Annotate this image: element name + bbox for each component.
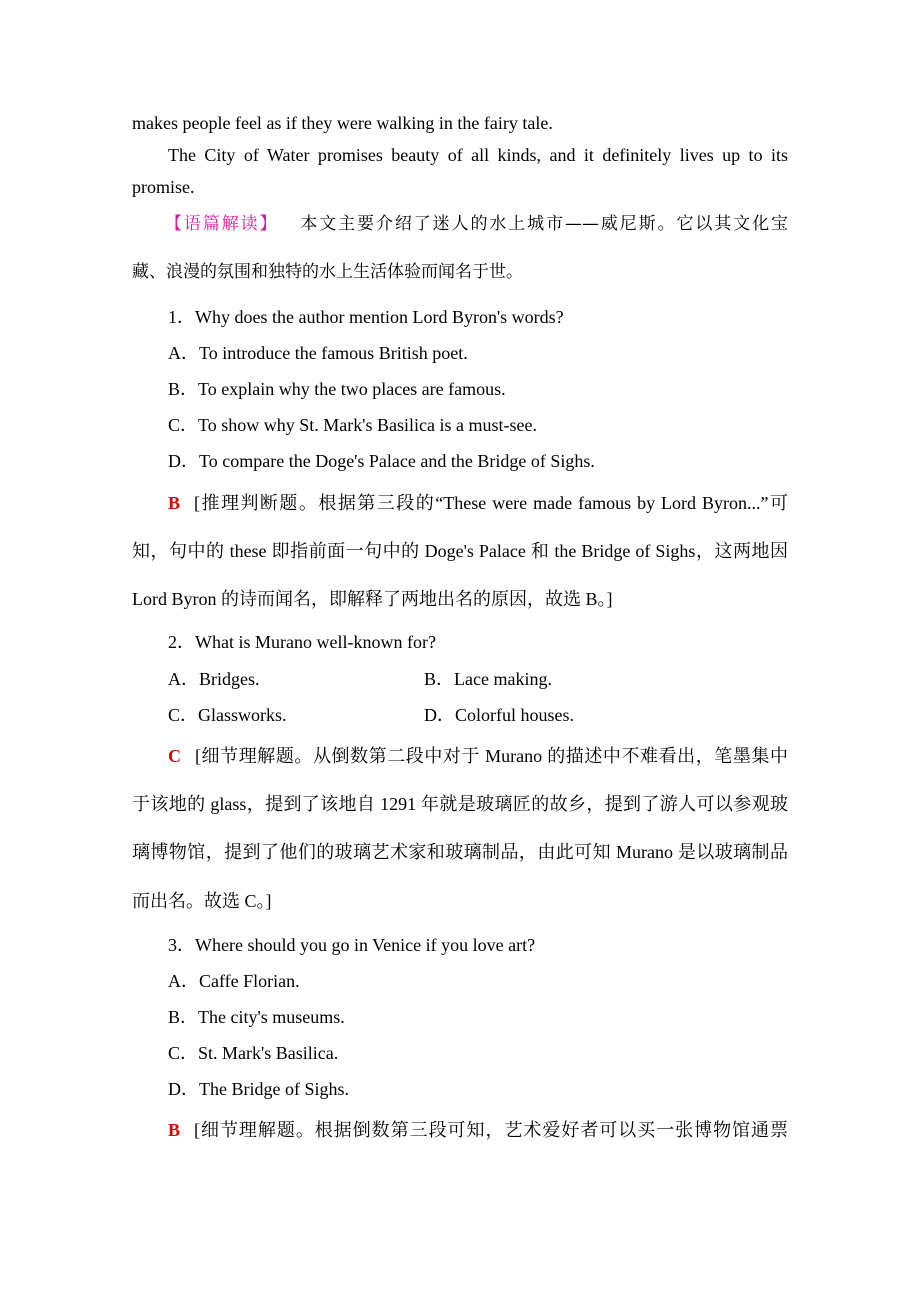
- analysis-line: 藏、浪漫的氛围和独特的水上生活体验而闻名于世。: [132, 262, 523, 282]
- analysis-text: 本文主要介绍了迷人的水上城市——威尼斯。它以其文化宝: [300, 214, 789, 234]
- question-stem: 1．Why does the author mention Lord Byron's words?: [168, 307, 564, 327]
- passage-line: makes people feel as if they were walking in the fairy tale.: [132, 113, 553, 133]
- explanation-line: 而出名。故选 C。]: [132, 891, 272, 911]
- explanation-line: 于该地的 glass，提到了该地自 1291 年就是玻璃匠的故乡，提到了游人可以参观玻: [132, 794, 788, 814]
- option: C．To show why St. Mark's Basilica is a must-see.: [168, 415, 537, 435]
- explanation-line: 知，句中的 these 即指前面一句中的 Doge's Palace 和 the Bridge of Sighs，这两地因: [132, 541, 788, 561]
- option-row: [168, 667, 788, 691]
- option: D．Colorful houses.: [424, 705, 574, 725]
- option: A．Caffe Florian.: [168, 971, 300, 991]
- explanation-text: [推理判断题。根据第三段的“These were made famous by Lord Byron...”可: [194, 493, 788, 513]
- question-stem: 3．Where should you go in Venice if you love art?: [168, 935, 536, 955]
- option-row: [168, 703, 788, 727]
- option: D．The Bridge of Sighs.: [168, 1079, 349, 1099]
- explanation-line: [168, 744, 788, 768]
- analysis-label: 【语篇解读】: [165, 214, 279, 234]
- option: A．Bridges.: [168, 669, 260, 689]
- explanation-line: [168, 491, 788, 515]
- option: C．Glassworks.: [168, 705, 287, 725]
- explanation-text: [细节理解题。根据倒数第三段可知，艺术爱好者可以买一张博物馆通票: [194, 1120, 788, 1140]
- answer-letter: B: [168, 1120, 181, 1140]
- option: D．To compare the Doge's Palace and the Bridge of Sighs.: [168, 451, 595, 471]
- explanation-line: [168, 1118, 788, 1142]
- explanation-line: 璃博物馆，提到了他们的玻璃艺术家和玻璃制品，由此可知 Murano 是以玻璃制品: [132, 842, 788, 862]
- option: C．St. Mark's Basilica.: [168, 1043, 339, 1063]
- passage-line: promise.: [132, 177, 195, 197]
- explanation-text: [细节理解题。从倒数第二段中对于 Murano 的描述中不难看出，笔墨集中: [195, 746, 788, 766]
- analysis-line: [165, 212, 788, 236]
- question-stem: 2．What is Murano well-known for?: [168, 632, 436, 652]
- option: B．The city's museums.: [168, 1007, 345, 1027]
- option: B．To explain why the two places are famous.: [168, 379, 506, 399]
- explanation-line: Lord Byron 的诗而闻名，即解释了两地出名的原因，故选 B。]: [132, 589, 613, 609]
- passage-line: The City of Water promises beauty of all kinds, and it definitely lives up to its: [168, 145, 788, 165]
- option: B．Lace making.: [424, 669, 552, 689]
- option: A．To introduce the famous British poet.: [168, 343, 468, 363]
- answer-letter: C: [168, 746, 181, 766]
- answer-letter: B: [168, 493, 181, 513]
